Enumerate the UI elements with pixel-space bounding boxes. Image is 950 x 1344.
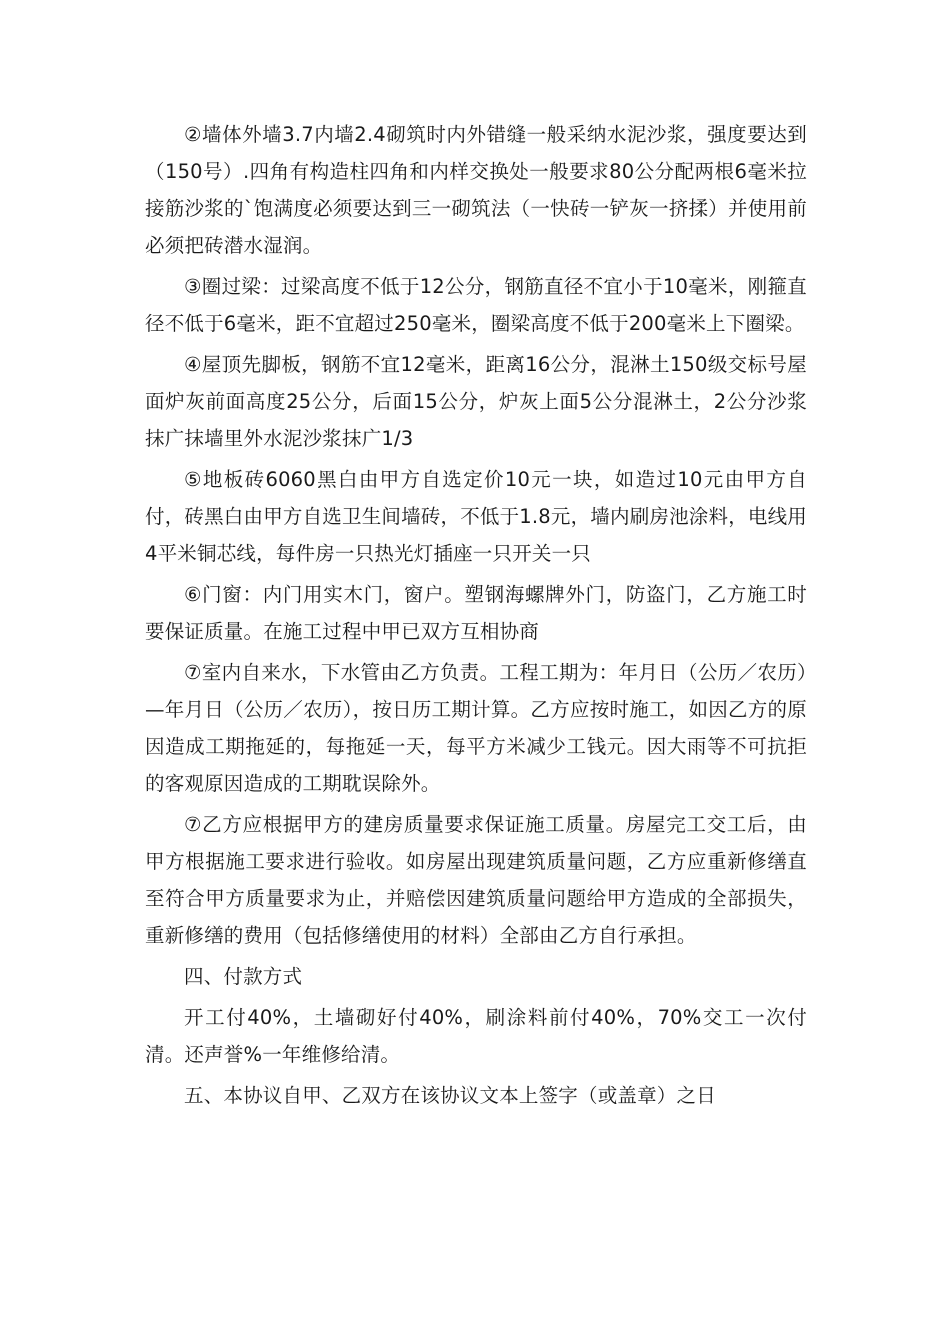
paragraph-quality-acceptance: ⑦乙方应根据甲方的建房质量要求保证施工质量。房屋完工交工后，由甲方根据施工要求进行验收。如房屋出现建筑质量问题，乙方应重新修缮直至符合甲方质量要求为止，并赔偿因建筑质量问题给甲方造成的全部损失，重新修缮的费用（包括修缮使用的材料）全部由乙方自行承担。 [145, 813, 807, 947]
paragraph-ring-beam: ③圈过梁：过梁高度不低于12公分，钢筋直径不宜小于10毫米，刚箍直径不低于6毫米，距不宜超过250毫米，圈梁高度不低于200毫米上下圈梁。 [145, 275, 807, 335]
section-heading-payment: 四、付款方式 [184, 965, 303, 988]
paragraph-roof-slab: ④屋顶先脚板，钢筋不宜12毫米，距离16公分，混淋土150级交标号屋面炉灰前面高度25公分，后面15公分，炉灰上面5公分混淋土，2公分沙浆抹广抹墙里外水泥沙浆抹广1/3 [145, 353, 807, 450]
document-body [145, 116, 807, 1118]
paragraph-effective-date: 五、本协议自甲、乙双方在该协议文本上签字（或盖章）之日 [184, 1084, 716, 1107]
paragraph-wall-masonry: ②墙体外墙3.7内墙2.4砌筑时内外错缝一般采纳水泥沙浆，强度要达到（150号）.四角有构造柱四角和内样交换处一般要求80公分配两根6毫米拉接筋沙浆的`饱满度必须要达到三一砌筑法（一快砖一铲灰一挤揉）并使用前必须把砖潜水湿润。 [145, 123, 807, 257]
paragraph-floor-tiles: ⑤地板砖6060黑白由甲方自选定价10元一块，如造过10元由甲方自付，砖黑白由甲方自选卫生间墙砖，不低于1.8元，墙内刷房池涂料，电线用4平米铜芯线，每件房一只热光灯插座一只开关一只 [145, 468, 808, 565]
paragraph-doors-windows: ⑥门窗：内门用实木门，窗户。塑钢海螺牌外门，防盗门，乙方施工时要保证质量。在施工过程中甲已双方互相协商 [145, 583, 807, 643]
paragraph-payment-terms: 开工付40%，土墙砌好付40%，刷涂料前付40%，70%交工一次付清。还声誉%一年维修给清。 [145, 1006, 807, 1066]
paragraph-plumbing-schedule: ⑦室内自来水，下水管由乙方负责。工程工期为：年月日（公历／农历）—年月日（公历／农历），按日历工期计算。乙方应按时施工，如因乙方的原因造成工期拖延的，每拖延一天，每平方米减少工钱元。因大雨等不可抗拒的客观原因造成的工期耽误除外。 [145, 661, 807, 795]
